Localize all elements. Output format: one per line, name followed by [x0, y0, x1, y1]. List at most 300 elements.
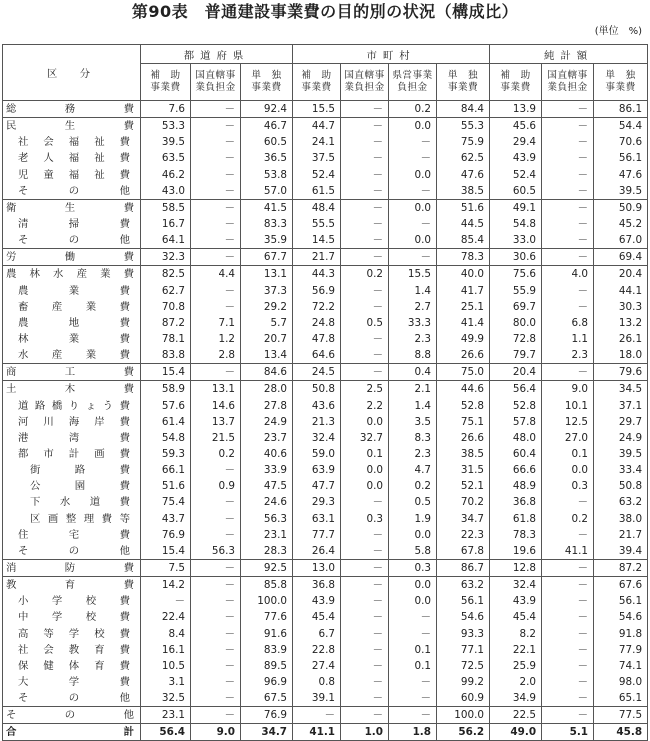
table-row [3, 430, 648, 446]
cell-value: 34.7 [241, 724, 293, 741]
cell-value: 77.9 [594, 642, 648, 658]
cell-value: － [389, 707, 437, 724]
cell-value: 48.4 [293, 199, 341, 216]
row-label-text: 消防費 [6, 562, 134, 574]
cell-value: 63.2 [437, 577, 490, 594]
cell-value: 44.3 [293, 266, 341, 283]
cell-value: 28.3 [241, 543, 293, 560]
row-label [3, 266, 141, 283]
cell-value: 38.0 [594, 511, 648, 527]
table-row [3, 232, 648, 249]
cell-value: － [389, 183, 437, 200]
row-label [3, 398, 141, 414]
cell-value: 47.8 [293, 331, 341, 347]
cell-value: 87.2 [141, 315, 191, 331]
row-label [3, 183, 141, 200]
table-row [3, 494, 648, 510]
cell-value: 45.4 [293, 609, 341, 625]
cell-value: 61.5 [293, 183, 341, 200]
cell-value: 62.7 [141, 283, 191, 299]
cell-value: 16.7 [141, 216, 191, 232]
table-row [3, 511, 648, 527]
cell-value: 29.4 [490, 134, 542, 150]
cell-value: 40.6 [241, 446, 293, 462]
cell-value: － [191, 707, 241, 724]
cell-value: 69.4 [594, 249, 648, 266]
cell-value: 58.9 [141, 381, 191, 398]
cell-value: 26.1 [594, 331, 648, 347]
cell-value: 55.3 [437, 118, 490, 135]
cell-value: 3.1 [141, 674, 191, 690]
cell-value: 13.9 [490, 101, 542, 118]
header-sub: 補 助 事業費 [293, 64, 341, 101]
cell-value: 39.5 [594, 183, 648, 200]
cell-value: 52.8 [490, 398, 542, 414]
cell-value: 62.5 [437, 150, 490, 166]
cell-value: 8.8 [389, 347, 437, 364]
row-label [3, 609, 141, 625]
cell-value: － [191, 626, 241, 642]
cell-value: 80.0 [490, 315, 542, 331]
cell-value: 37.3 [241, 283, 293, 299]
cell-value: 37.5 [293, 150, 341, 166]
row-label [3, 381, 141, 398]
row-label-text: 林業費 [18, 333, 130, 346]
cell-value: 55.5 [293, 216, 341, 232]
header-sub: 補 助 事業費 [141, 64, 191, 101]
cell-value: 83.3 [241, 216, 293, 232]
cell-value: 64.6 [293, 347, 341, 364]
cell-value: － [191, 232, 241, 249]
cell-value: 45.4 [490, 609, 542, 625]
cell-value: － [191, 494, 241, 510]
cell-value: － [542, 690, 594, 707]
cell-value: 9.0 [191, 724, 241, 741]
table-row [3, 642, 648, 658]
cell-value: － [341, 642, 389, 658]
table-row [3, 478, 648, 494]
cell-value: 85.8 [241, 577, 293, 594]
cell-value: 92.4 [241, 101, 293, 118]
cell-value: － [341, 299, 389, 315]
cell-value: － [542, 674, 594, 690]
cell-value: 2.3 [389, 331, 437, 347]
row-label-text: 保健体育費 [18, 659, 130, 672]
cell-value: 20.7 [241, 331, 293, 347]
table-header [3, 45, 648, 101]
row-label-text: 衛生費 [6, 201, 134, 214]
cell-value: 5.1 [542, 724, 594, 741]
cell-value: 55.9 [490, 283, 542, 299]
cell-value: 54.8 [490, 216, 542, 232]
cell-value: 0.8 [293, 674, 341, 690]
cell-value: 1.4 [389, 398, 437, 414]
cell-value: 61.8 [490, 511, 542, 527]
table-row [3, 315, 648, 331]
cell-value: － [542, 494, 594, 510]
cell-value: 15.4 [141, 543, 191, 560]
row-label-text: 商工費 [6, 366, 134, 379]
row-label-text: 教育費 [6, 579, 134, 592]
cell-value: 77.6 [241, 609, 293, 625]
header-group-prefectures: 都道府県 [141, 45, 293, 64]
cell-value: － [341, 559, 389, 576]
cell-value: 48.0 [490, 430, 542, 446]
cell-value: 54.8 [141, 430, 191, 446]
table-row [3, 364, 648, 381]
cell-value: 98.0 [594, 674, 648, 690]
cell-value: 56.3 [191, 543, 241, 560]
cell-value: 33.0 [490, 232, 542, 249]
cell-value: 13.7 [191, 414, 241, 430]
cell-value: 63.5 [141, 150, 191, 166]
cell-value: 76.9 [241, 707, 293, 724]
cell-value: 49.0 [490, 724, 542, 741]
cell-value: 67.6 [594, 577, 648, 594]
cell-value: 1.1 [542, 331, 594, 347]
cell-value: 43.9 [490, 593, 542, 609]
row-label [3, 101, 141, 118]
table-row [3, 414, 648, 430]
row-label [3, 199, 141, 216]
cell-value: 43.6 [293, 398, 341, 414]
row-label-text: 農地費 [18, 316, 130, 329]
cell-value: 77.7 [293, 527, 341, 543]
cell-value: 47.6 [594, 167, 648, 183]
row-label-text: 小学校費 [18, 595, 130, 608]
cell-value: － [542, 626, 594, 642]
row-label [3, 543, 141, 560]
cell-value: 39.4 [594, 543, 648, 560]
cell-value: 0.0 [389, 593, 437, 609]
cell-value: 93.3 [437, 626, 490, 642]
cell-value: 14.5 [293, 232, 341, 249]
cell-value: 14.6 [191, 398, 241, 414]
cell-value: 4.4 [191, 266, 241, 283]
cell-value: 0.2 [389, 478, 437, 494]
cell-value: 43.9 [293, 593, 341, 609]
row-label-text: 大学費 [18, 675, 130, 688]
row-label-text: 合計 [6, 726, 134, 739]
cell-value: 72.8 [490, 331, 542, 347]
row-label-text: その他 [18, 692, 130, 705]
cell-value: 52.8 [437, 398, 490, 414]
row-label [3, 414, 141, 430]
cell-value: 53.3 [141, 118, 191, 135]
cell-value: 50.9 [594, 199, 648, 216]
cell-value: 24.9 [594, 430, 648, 446]
cell-value: － [191, 118, 241, 135]
cell-value: 24.8 [293, 315, 341, 331]
cell-value: 56.4 [490, 381, 542, 398]
cell-value: 13.0 [293, 559, 341, 576]
cell-value: 65.1 [594, 690, 648, 707]
total-row [3, 724, 648, 741]
table-row [3, 167, 648, 183]
cell-value: 22.4 [141, 609, 191, 625]
cell-value: － [542, 199, 594, 216]
cell-value: － [542, 642, 594, 658]
row-label-text: 畜産業費 [18, 300, 130, 313]
cell-value: 9.0 [542, 381, 594, 398]
cell-value: 78.1 [141, 331, 191, 347]
cell-value: 78.3 [490, 527, 542, 543]
cell-value: 34.5 [594, 381, 648, 398]
cell-value: 57.8 [490, 414, 542, 430]
cell-value: 43.0 [141, 183, 191, 200]
cell-value: 67.5 [241, 690, 293, 707]
cell-value: 59.0 [293, 446, 341, 462]
cell-value: 32.5 [141, 690, 191, 707]
cell-value: 2.2 [341, 398, 389, 414]
row-label [3, 707, 141, 724]
cell-value: 72.2 [293, 299, 341, 315]
cell-value: 59.3 [141, 446, 191, 462]
cell-value: － [341, 283, 389, 299]
cell-value: 0.0 [389, 199, 437, 216]
cell-value: 22.1 [490, 642, 542, 658]
cell-value: － [341, 577, 389, 594]
row-label [3, 118, 141, 135]
cell-value: 43.9 [490, 150, 542, 166]
cell-value: 26.4 [293, 543, 341, 560]
cell-value: 60.4 [490, 446, 542, 462]
cell-value: 89.5 [241, 658, 293, 674]
cell-value: 23.7 [241, 430, 293, 446]
row-label [3, 249, 141, 266]
table-row [3, 150, 648, 166]
cell-value: 25.1 [437, 299, 490, 315]
cell-value: － [191, 527, 241, 543]
cell-value: 49.9 [437, 331, 490, 347]
cell-value: 18.0 [594, 347, 648, 364]
page-title: 第90表 普通建設事業費の目的別の状況（構成比） [131, 2, 519, 21]
row-label-text: その他 [6, 709, 134, 722]
cell-value: 52.1 [437, 478, 490, 494]
cell-value: － [341, 494, 389, 510]
cell-value: 69.7 [490, 299, 542, 315]
cell-value: 13.4 [241, 347, 293, 364]
cell-value: 43.7 [141, 511, 191, 527]
cell-value: － [191, 299, 241, 315]
cell-value: 75.4 [141, 494, 191, 510]
cell-value: 0.1 [341, 446, 389, 462]
cell-value: 78.3 [437, 249, 490, 266]
table-row [3, 199, 648, 216]
cell-value: 2.3 [542, 347, 594, 364]
cell-value: － [191, 674, 241, 690]
cell-value: 2.0 [490, 674, 542, 690]
row-label [3, 527, 141, 543]
cell-value: 45.2 [594, 216, 648, 232]
header-sub: 国直轄事 業負担金 [542, 64, 594, 101]
cell-value: － [341, 674, 389, 690]
cell-value: 100.0 [241, 593, 293, 609]
cell-value: － [191, 593, 241, 609]
cell-value: 41.5 [241, 199, 293, 216]
table-row [3, 299, 648, 315]
cell-value: 54.6 [437, 609, 490, 625]
cell-value: － [542, 707, 594, 724]
cell-value: 41.7 [437, 283, 490, 299]
cell-value: 51.6 [141, 478, 191, 494]
unit-note: (単位 %) [594, 26, 642, 37]
cell-value: 0.1 [389, 642, 437, 658]
row-label [3, 283, 141, 299]
header-group-municipalities: 市町村 [293, 45, 490, 64]
row-label [3, 446, 141, 462]
row-label [3, 232, 141, 249]
cell-value: － [191, 690, 241, 707]
cell-value: 50.8 [293, 381, 341, 398]
cell-value: 84.4 [437, 101, 490, 118]
cell-value: － [542, 609, 594, 625]
row-label-text: 総務費 [6, 103, 134, 116]
cell-value: 19.6 [490, 543, 542, 560]
cell-value: 39.5 [141, 134, 191, 150]
cell-value: 36.8 [293, 577, 341, 594]
table-body [3, 101, 648, 741]
cell-value: － [542, 364, 594, 381]
header-sub: 補 助 事業費 [490, 64, 542, 101]
cell-value: 23.1 [141, 707, 191, 724]
cell-value: 41.1 [542, 543, 594, 560]
table-row [3, 527, 648, 543]
cell-value: 32.4 [293, 430, 341, 446]
table-row [3, 690, 648, 707]
cell-value: 0.4 [389, 364, 437, 381]
cell-value: 2.7 [389, 299, 437, 315]
cell-value: 0.0 [341, 462, 389, 478]
row-label-text: 都市計画費 [18, 448, 130, 461]
cell-value: 21.7 [594, 527, 648, 543]
cell-value: 54.4 [594, 118, 648, 135]
cell-value: 44.6 [437, 381, 490, 398]
row-label [3, 315, 141, 331]
row-label-text: 高等学校費 [18, 627, 130, 640]
cell-value: 2.8 [191, 347, 241, 364]
cell-value: － [542, 183, 594, 200]
cell-value: － [542, 299, 594, 315]
cell-value: 56.1 [437, 593, 490, 609]
cell-value: 26.6 [437, 347, 490, 364]
cell-value: 66.6 [490, 462, 542, 478]
row-label [3, 577, 141, 594]
cell-value: － [341, 183, 389, 200]
cell-value: 77.5 [594, 707, 648, 724]
table-row [3, 674, 648, 690]
cell-value: 41.1 [293, 724, 341, 741]
cell-value: 85.4 [437, 232, 490, 249]
cell-value: － [389, 134, 437, 150]
cell-value: － [542, 593, 594, 609]
cell-value: 1.9 [389, 511, 437, 527]
cell-value: 4.7 [389, 462, 437, 478]
cell-value: 75.0 [437, 364, 490, 381]
cell-value: － [293, 707, 341, 724]
cell-value: 29.2 [241, 299, 293, 315]
cell-value: － [341, 331, 389, 347]
cell-value: 0.9 [191, 478, 241, 494]
cell-value: 14.2 [141, 577, 191, 594]
cell-value: － [542, 134, 594, 150]
header-sub: 県営事業 負担金 [389, 64, 437, 101]
cell-value: 10.1 [542, 398, 594, 414]
cell-value: － [542, 527, 594, 543]
cell-value: － [341, 543, 389, 560]
cell-value: － [191, 216, 241, 232]
cell-value: － [191, 199, 241, 216]
row-label [3, 658, 141, 674]
cell-value: 63.9 [293, 462, 341, 478]
cell-value: 44.5 [437, 216, 490, 232]
cell-value: 34.7 [437, 511, 490, 527]
cell-value: 38.5 [437, 183, 490, 200]
cell-value: － [542, 577, 594, 594]
table-row [3, 446, 648, 462]
row-label-text: 社会教育費 [18, 643, 130, 656]
cell-value: 0.0 [389, 527, 437, 543]
cell-value: 15.5 [389, 266, 437, 283]
cell-value: － [542, 150, 594, 166]
row-label [3, 430, 141, 446]
cell-value: － [341, 658, 389, 674]
cell-value: 44.7 [293, 118, 341, 135]
cell-value: 0.3 [389, 559, 437, 576]
row-label [3, 167, 141, 183]
cell-value: － [191, 658, 241, 674]
cell-value: 0.2 [542, 511, 594, 527]
row-label [3, 331, 141, 347]
row-label [3, 347, 141, 364]
table-row [3, 134, 648, 150]
cell-value: 6.7 [293, 626, 341, 642]
cell-value: 2.3 [389, 446, 437, 462]
cell-value: － [341, 626, 389, 642]
row-label [3, 134, 141, 150]
cell-value: 0.0 [341, 414, 389, 430]
cell-value: 76.9 [141, 527, 191, 543]
cell-value: 24.1 [293, 134, 341, 150]
cell-value: － [191, 577, 241, 594]
cell-value: － [389, 609, 437, 625]
cell-value: 30.6 [490, 249, 542, 266]
row-label-text: 公園費 [30, 480, 130, 493]
row-label-text: 民生費 [6, 120, 134, 133]
cell-value: － [191, 283, 241, 299]
header-sub: 単 独 事業費 [437, 64, 490, 101]
cell-value: 49.1 [490, 199, 542, 216]
cell-value: 27.0 [542, 430, 594, 446]
cell-value: 56.2 [437, 724, 490, 741]
row-label-text: 老人福祉費 [18, 152, 130, 165]
cell-value: 75.1 [437, 414, 490, 430]
data-table [2, 44, 648, 741]
header-sub: 単 独 事業費 [594, 64, 648, 101]
cell-value: 92.5 [241, 559, 293, 576]
header-group-net-total: 純計額 [490, 45, 648, 64]
cell-value: 86.1 [594, 101, 648, 118]
header-sub: 国直轄事 業負担金 [341, 64, 389, 101]
row-label [3, 216, 141, 232]
cell-value: 66.1 [141, 462, 191, 478]
cell-value: － [191, 511, 241, 527]
row-label-text: 区画整理費等 [30, 512, 130, 525]
cell-value: 8.3 [389, 430, 437, 446]
cell-value: 12.8 [490, 559, 542, 576]
cell-value: 75.6 [490, 266, 542, 283]
cell-value: 86.7 [437, 559, 490, 576]
